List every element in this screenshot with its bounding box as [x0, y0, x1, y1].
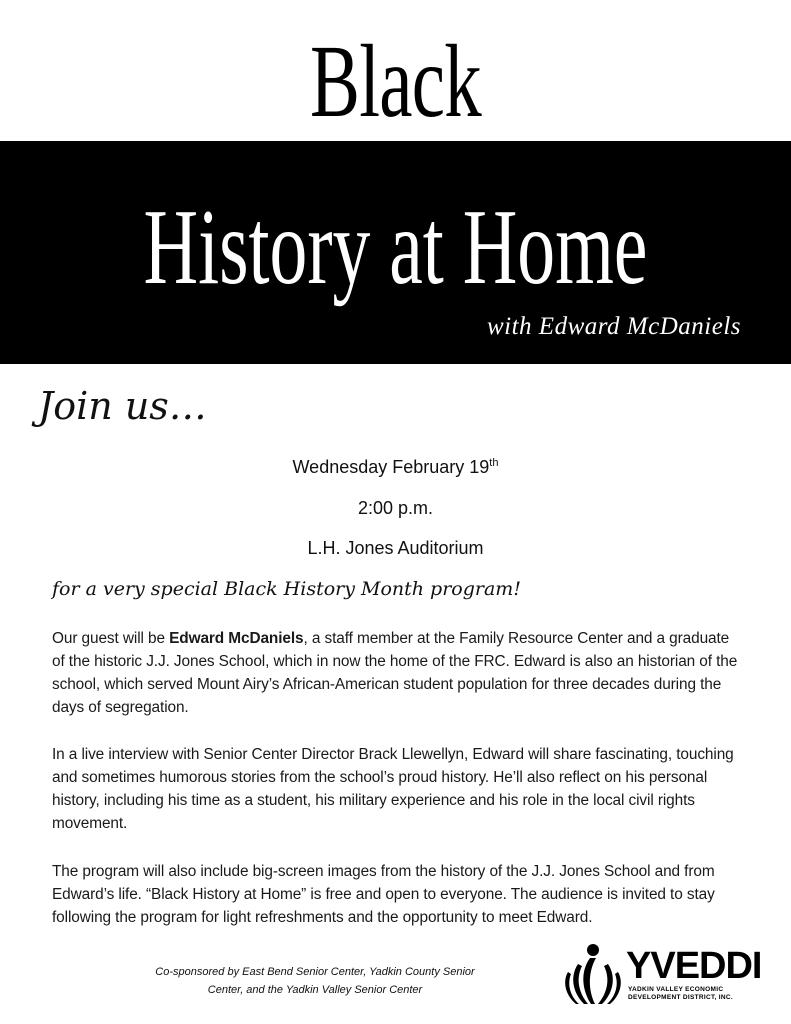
event-location: L.H. Jones Auditorium [307, 538, 484, 558]
cosponsor-line-2: Center, and the Yadkin Valley Senior Center [207, 984, 423, 996]
event-date [0, 457, 791, 478]
event-date-text: Wednesday February 19 [292, 457, 490, 477]
logo-subtitle [628, 986, 768, 1002]
paragraph-program: The program will also include big-screen images from the history of the J.J. Jones School and from Edward’s life. “Black History at Home” is free and open to everyone. The audience is invited to stay following the program for light refreshments and the opportunity to meet Edward. [52, 863, 715, 926]
cosponsor-note [125, 963, 505, 999]
yveddi-figure-icon [560, 942, 626, 1008]
title-word-black: Black [309, 24, 482, 139]
logo-subtitle-line-1: YADKIN VALLEY ECONOMIC [628, 986, 724, 993]
byline: with Edward McDaniels [486, 313, 741, 340]
cosponsor-line-1: Co-sponsored by East Bend Senior Center, Yadkin County Senior [155, 966, 475, 978]
program-tagline: for a very special Black History Month program! [52, 578, 521, 600]
paragraph-guest-rest: , a staff member at the Family Resource Center and a graduate of the historic J.J. Jones School, which in now the home of the FRC. Edward is also an historian of the school, which served Mount Airy’s African-American student population for three decades during the days of segregation. [52, 630, 738, 716]
logo-name: YVEDDI [626, 945, 762, 987]
event-time: 2:00 p.m. [357, 498, 434, 518]
join-us-heading: Join us… [38, 384, 207, 428]
event-date-suffix: th [489, 457, 499, 469]
logo-subtitle-line-2: DEVELOPMENT DISTRICT, INC. [628, 994, 733, 1001]
yveddi-logo [560, 940, 760, 1010]
banner-title: History at Home [143, 188, 648, 307]
paragraph-guest [52, 627, 742, 719]
guest-name: Edward McDaniels [169, 630, 304, 647]
paragraph-guest-intro: Our guest will be [52, 630, 170, 647]
paragraph-interview: In a live interview with Senior Center Director Brack Llewellyn, Edward will share fascinating, touching and sometimes humorous stories from the school’s proud history. He’ll also reflect on his personal history, including his time as a student, his military experience and his role in the local civil rights movement. [52, 746, 734, 832]
